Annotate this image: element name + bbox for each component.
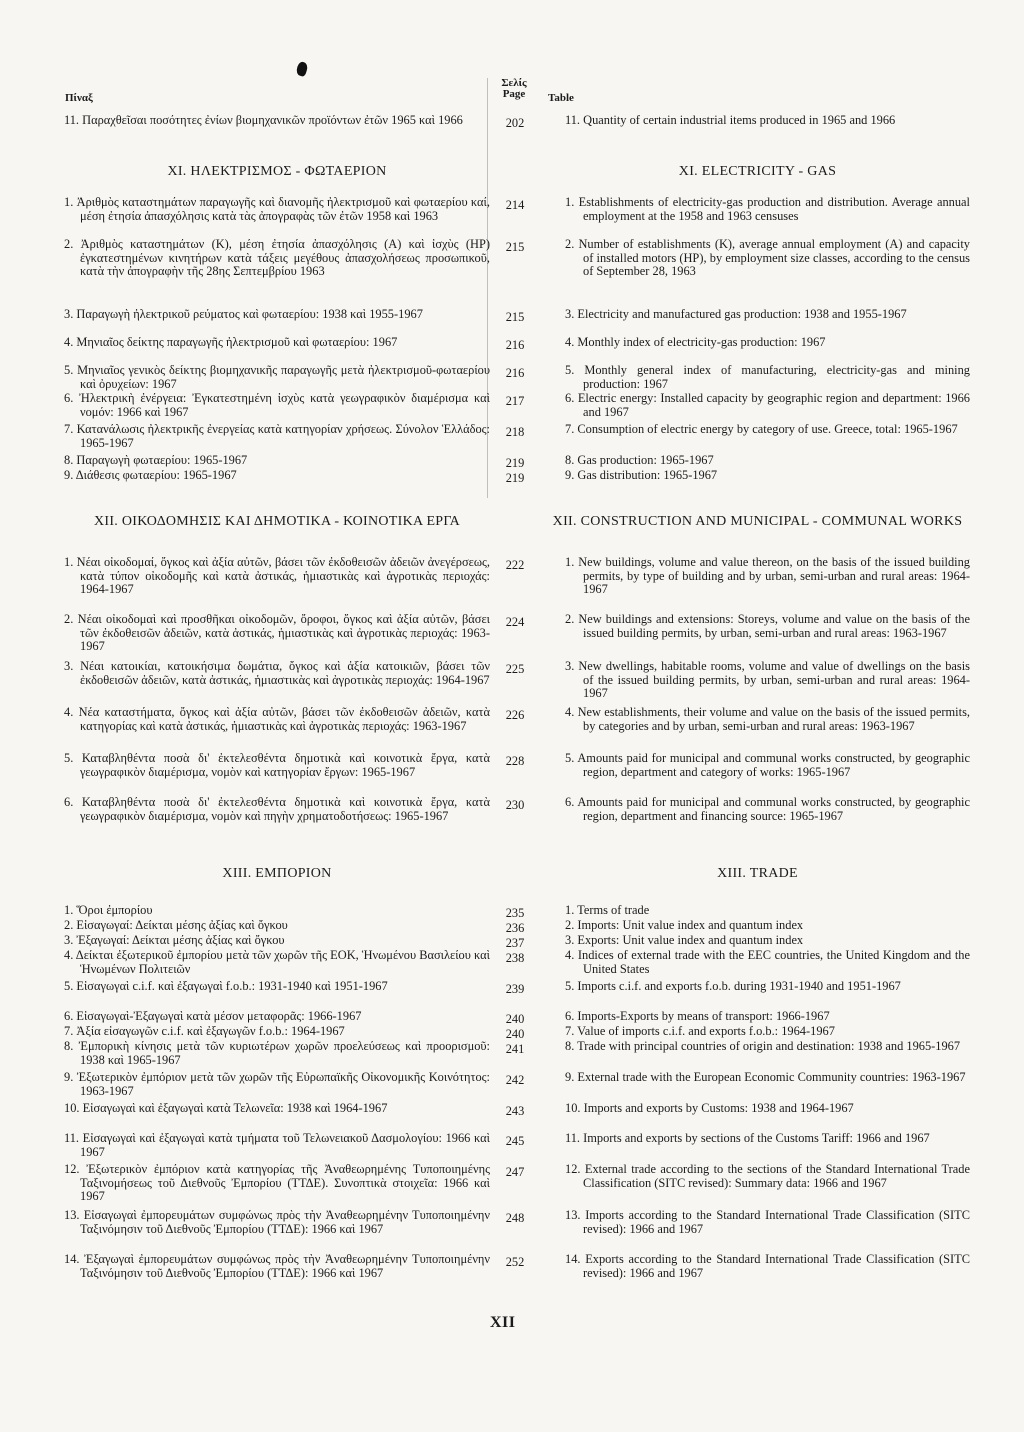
item-page: 215 bbox=[505, 310, 525, 324]
item-text-greek: 9. Διάθεσις φωταερίου: 1965-1967 bbox=[64, 468, 237, 482]
item-text-english: 9. Gas distribution: 1965-1967 bbox=[565, 468, 718, 482]
item-text-greek: 6. Καταβληθέντα ποσὰ δι' ἐκτελεσθέντα δημοτικὰ καὶ κοινοτικὰ ἔργα, κατὰ γεωγραφικὸν διαμέρισμα, νομὸν καὶ πηγὴν χρηματοδοτήσεως: 1965-1967 bbox=[64, 795, 490, 823]
item-page: 219 bbox=[505, 456, 525, 470]
top-item-page bbox=[494, 114, 536, 132]
item-page: 241 bbox=[505, 1042, 525, 1056]
item-page: 217 bbox=[505, 394, 525, 408]
item-text-greek: 11. Παραχθεῖσαι ποσότητες ἐνίων βιομηχανικῶν προϊόντων ἐτῶν 1965 καὶ 1966 bbox=[64, 113, 463, 127]
item-text-english: 10. Imports and exports by Customs: 1938 and 1964-1967 bbox=[565, 1101, 854, 1115]
item-page: 235 bbox=[505, 906, 525, 920]
item-text-greek: 2. Εἰσαγωγαί: Δείκται μέσης ἀξίας καὶ ὄγκου bbox=[64, 918, 288, 932]
item-text-greek: 1. Ἀριθμὸς καταστημάτων παραγωγῆς καὶ διανομῆς ἠλεκτρισμοῦ καὶ φωταερίου καί, μέση ἐτησία ἀπασχόλησις κατὰ τὰς ἀπογραφὰς τῶν ἐτῶν 1958 καὶ 1963 bbox=[64, 195, 490, 223]
section-title-greek: XI. ΗΛΕΚΤΡΙΣΜΟΣ - ΦΩΤΑΕΡΙΟΝ bbox=[167, 164, 387, 179]
item-text-english: 13. Imports according to the Standard International Trade Classification (SITC revised): 1966 and 1967 bbox=[565, 1208, 970, 1236]
item-text-english: 5. Imports c.i.f. and exports f.o.b. during 1931-1940 and 1951-1967 bbox=[565, 979, 901, 993]
item-text-greek: 4. Νέα καταστήματα, ὄγκος καὶ ἀξία αὐτῶν, βάσει τῶν ἐκδοθεισῶν ἀδειῶν, κατὰ κατηγορίας καὶ κατὰ ἀστικάς, ἡμιαστικὰς καὶ ἀγροτικὰς περιοχάς: 1963-1967 bbox=[64, 705, 490, 733]
item-page: 239 bbox=[505, 982, 525, 996]
item-page: 214 bbox=[505, 198, 525, 212]
item-text-greek: 2. Νέαι οἰκοδομαὶ καὶ προσθῆκαι οἰκοδομῶν, ὄροφοι, ὄγκος καὶ ἀξία αὐτῶν, βάσει τῶν ἐκδοθεισῶν ἀδειῶν, κατὰ ἀστικάς, ἡμιαστικὰς καὶ ἀγροτικὰς περιοχάς: 1963-1967 bbox=[64, 612, 490, 654]
item-text-english: 4. Indices of external trade with the EEC countries, the United Kingdom and the United States bbox=[565, 948, 970, 976]
item-text-english: 3. New dwellings, habitable rooms, volume and value of dwellings on the basis of the issued building permits, by urban, semi-urban and rural areas: 1964-1967 bbox=[565, 659, 970, 701]
item-page: 240 bbox=[505, 1012, 525, 1026]
item-text-greek: 7. Κατανάλωσις ἠλεκτρικῆς ἐνεργείας κατὰ κατηγορίαν χρήσεως. Σύνολον Ἑλλάδος: 1965-1967 bbox=[64, 422, 490, 450]
section-title-english: XII. CONSTRUCTION AND MUNICIPAL - COMMUNAL WORKS bbox=[552, 514, 963, 529]
item-page: 202 bbox=[505, 116, 525, 130]
item-text-greek: 3. Ἐξαγωγαί: Δείκται μέσης ἀξίας καὶ ὄγκου bbox=[64, 933, 285, 947]
item-text-greek: 5. Μηνιαῖος γενικὸς δείκτης βιομηχανικῆς παραγωγῆς μετὰ ἠλεκτρισμοῦ-φωταερίου καὶ ὀρυχείων: 1967 bbox=[64, 363, 490, 391]
item-text-english: 2. Number of establishments (K), average annual employment (A) and capacity of installed motors (HP), by employment size classes, according to the census of September 28, 1963 bbox=[565, 237, 970, 279]
item-text-english: 1. New buildings, volume and value thereon, on the basis of the issued building permits, by type of building and by urban, semi-urban and rural areas: 1964-1967 bbox=[565, 555, 970, 597]
item-text-greek: 14. Ἐξαγωγαὶ ἐμπορευμάτων συμφώνως πρὸς τὴν Ἀναθεωρημένην Τυποποιημένην Ταξινόμησιν τοῦ Διεθνοῦς Ἐμπορίου (ΤΤΔΕ): 1966 καὶ 1967 bbox=[64, 1252, 490, 1280]
item-page: 230 bbox=[505, 798, 525, 812]
item-page: 236 bbox=[505, 921, 525, 935]
item-text-english: 5. Amounts paid for municipal and communal works constructed, by geographic region, department and category of works: 1965-1967 bbox=[565, 751, 970, 779]
item-page: 216 bbox=[505, 366, 525, 380]
item-text-english: 12. External trade according to the sections of the Standard International Trade Classification (SITC revised): Summary data: 1966 and 1967 bbox=[565, 1162, 970, 1190]
item-page: 245 bbox=[505, 1134, 525, 1148]
item-page: 224 bbox=[505, 615, 525, 629]
item-page: 216 bbox=[505, 338, 525, 352]
item-page: 218 bbox=[505, 425, 525, 439]
item-text-greek: 3. Παραγωγὴ ἠλεκτρικοῦ ρεύματος καὶ φωταερίου: 1938 καὶ 1955-1967 bbox=[64, 307, 423, 321]
header-page-english: Page bbox=[502, 88, 526, 100]
item-text-english: 11. Imports and exports by sections of the Customs Tariff: 1966 and 1967 bbox=[565, 1131, 930, 1145]
item-page: 247 bbox=[505, 1165, 525, 1179]
item-text-english: 2. New buildings and extensions: Storeys, volume and value on the basis of the issued building permits, by urban, semi-urban and rural areas: 1963-1967 bbox=[565, 612, 970, 640]
item-text-greek: 2. Ἀριθμὸς καταστημάτων (Κ), μέση ἐτησία ἀπασχόλησις (Α) καὶ ἰσχὺς (HP) ἐγκατεστημένων κινητήρων κατὰ τάξεις μεγέθους ἀπασχολήσεως προσωπικοῦ, κατὰ τὴν ἀπογραφὴν τῆς 28ης Σεπτεμβρίου 1963 bbox=[64, 237, 490, 279]
item-text-greek: 11. Εἰσαγωγαὶ καὶ ἐξαγωγαὶ κατὰ τμήματα τοῦ Τελωνειακοῦ Δασμολογίου: 1966 καὶ 1967 bbox=[64, 1131, 490, 1159]
section-title-english: XI. ELECTRICITY - GAS bbox=[678, 164, 837, 179]
item-text-english: 14. Exports according to the Standard International Trade Classification (SITC revised): 1966 and 1967 bbox=[565, 1252, 970, 1280]
item-text-greek: 9. Ἐξωτερικὸν ἐμπόριον μετὰ τῶν χωρῶν τῆς Εὐρωπαϊκῆς Οἰκονομικῆς Κοινότητος: 1963-1967 bbox=[64, 1070, 490, 1098]
item-text-english: 7. Value of imports c.i.f. and exports f.o.b.: 1964-1967 bbox=[565, 1024, 835, 1038]
item-text-english: 1. Establishments of electricity-gas production and distribution. Average annual employment at the 1958 and 1963 censuses bbox=[565, 195, 970, 223]
item-page: 252 bbox=[505, 1255, 525, 1269]
item-text-greek: 1. Νέαι οἰκοδομαί, ὄγκος καὶ ἀξία αὐτῶν, βάσει τῶν ἐκδοθεισῶν ἀδειῶν ἀνεγέρσεως, κατὰ τύπον οἰκοδομῆς καὶ κατὰ ἀστικάς, ἡμιαστικὰς καὶ ἀγροτικὰς περιοχάς: 1964-1967 bbox=[64, 555, 490, 597]
item-text-english: 4. New establishments, their volume and value on the basis of the issued permits, by categories and by urban, semi-urban and rural areas: 1963-1967 bbox=[565, 705, 970, 733]
item-page: 222 bbox=[505, 558, 525, 572]
item-text-english: 6. Amounts paid for municipal and communal works constructed, by geographic region, department and financing source: 1965-1967 bbox=[565, 795, 970, 823]
top-item-english bbox=[545, 114, 970, 128]
item-page: 240 bbox=[505, 1027, 525, 1041]
item-page: 228 bbox=[505, 754, 525, 768]
item-page: 242 bbox=[505, 1073, 525, 1087]
item-text-greek: 6. Ἠλεκτρικὴ ἐνέργεια: Ἐγκατεστημένη ἰσχὺς κατὰ γεωγραφικὸν διαμέρισμα καὶ νομόν: 1966 καὶ 1967 bbox=[64, 391, 490, 419]
item-page: 225 bbox=[505, 662, 525, 676]
item-text-greek: 7. Ἀξία εἰσαγωγῶν c.i.f. καὶ ἐξαγωγῶν f.o.b.: 1964-1967 bbox=[64, 1024, 345, 1038]
item-text-english: 5. Monthly general index of manufacturing, electricity-gas and mining production: 1967 bbox=[565, 363, 970, 391]
item-text-english: 8. Gas production: 1965-1967 bbox=[565, 453, 714, 467]
item-page: 219 bbox=[505, 471, 525, 485]
header-english: Table bbox=[548, 92, 574, 104]
item-text-greek: 13. Εἰσαγωγαὶ ἐμπορευμάτων συμφώνως πρὸς τὴν Ἀναθεωρημένην Τυποποιημένην Ταξινόμησιν τοῦ Διεθνοῦς Ἐμπορίου (ΤΤΔΕ): 1966 καὶ 1967 bbox=[64, 1208, 490, 1236]
item-text-english: 11. Quantity of certain industrial items produced in 1965 and 1966 bbox=[565, 113, 896, 127]
item-page: 238 bbox=[505, 951, 525, 965]
item-page: 226 bbox=[505, 708, 525, 722]
ink-blot bbox=[295, 61, 309, 77]
section-title-greek: XII. ΟΙΚΟΔΟΜΗΣΙΣ ΚΑΙ ΔΗΜΟΤΙΚΑ - ΚΟΙΝΟΤΙΚΑ ΕΡΓΑ bbox=[93, 514, 461, 529]
item-text-english: 4. Monthly index of electricity-gas production: 1967 bbox=[565, 335, 826, 349]
item-page: 215 bbox=[505, 240, 525, 254]
item-text-english: 2. Imports: Unit value index and quantum index bbox=[565, 918, 804, 932]
item-text-english: 6. Imports-Exports by means of transport: 1966-1967 bbox=[565, 1009, 830, 1023]
item-text-english: 7. Consumption of electric energy by category of use. Greece, total: 1965-1967 bbox=[565, 422, 958, 436]
item-text-greek: 12. Ἐξωτερικὸν ἐμπόριον κατὰ κατηγορίας τῆς Ἀναθεωρημένης Τυποποιημένης Ταξινομήσεως τοῦ Διεθνοῦς Ἐμπορίου (ΤΤΔΕ). Συνοπτικὰ στοιχεῖα: 1966 καὶ 1967 bbox=[64, 1162, 490, 1204]
item-text-greek: 8. Ἐμπορικὴ κίνησις μετὰ τῶν κυριωτέρων χωρῶν προελεύσεως καὶ προορισμοῦ: 1938 καὶ 1965-1967 bbox=[64, 1039, 490, 1067]
item-text-greek: 1. Ὅροι ἐμπορίου bbox=[64, 903, 153, 917]
item-text-greek: 4. Μηνιαῖος δείκτης παραγωγῆς ἠλεκτρισμοῦ καὶ φωταερίου: 1967 bbox=[64, 335, 398, 349]
item-text-english: 6. Electric energy: Installed capacity by geographic region and department: 1966 and 1967 bbox=[565, 391, 970, 419]
section-title-greek: XIII. ΕΜΠΟΡΙΟΝ bbox=[222, 866, 332, 881]
item-text-greek: 5. Καταβληθέντα ποσὰ δι' ἐκτελεσθέντα δημοτικὰ καὶ κοινοτικὰ ἔργα, κατὰ γεωγραφικὸν διαμέρισμα, νομὸν καὶ κατηγορίαν ἔργων: 1965-1967 bbox=[64, 751, 490, 779]
item-text-english: 1. Terms of trade bbox=[565, 903, 650, 917]
page-number: XII bbox=[490, 1314, 516, 1331]
header-page bbox=[497, 78, 531, 100]
item-page: 243 bbox=[505, 1104, 525, 1118]
item-text-english: 3. Electricity and manufactured gas production: 1938 and 1955-1967 bbox=[565, 307, 907, 321]
item-text-english: 3. Exports: Unit value index and quantum index bbox=[565, 933, 804, 947]
item-text-greek: 3. Νέαι κατοικίαι, κατοικήσιμα δωμάτια, ὄγκος καὶ ἀξία κατοικιῶν, βάσει τῶν ἐκδοθεισῶν ἀδειῶν, κατὰ ἀστικάς, ἡμιαστικὰς καὶ ἀγροτικὰς περιοχάς: 1964-1967 bbox=[64, 659, 490, 687]
item-text-english: 9. External trade with the European Economic Community countries: 1963-1967 bbox=[565, 1070, 966, 1084]
item-text-greek: 4. Δείκται ἐξωτερικοῦ ἐμπορίου μετὰ τῶν χωρῶν τῆς ΕΟΚ, Ἡνωμένου Βασιλείου καὶ Ἡνωμένων Πολιτειῶν bbox=[64, 948, 490, 976]
item-text-greek: 6. Εἰσαγωγαὶ-Ἐξαγωγαὶ κατὰ μέσον μεταφορᾶς: 1966-1967 bbox=[64, 1009, 362, 1023]
section-title-english: XIII. TRADE bbox=[717, 866, 798, 881]
item-page: 237 bbox=[505, 936, 525, 950]
header-page-greek: Σελίς bbox=[501, 77, 527, 89]
item-text-greek: 8. Παραγωγὴ φωταερίου: 1965-1967 bbox=[64, 453, 248, 467]
item-text-english: 8. Trade with principal countries of origin and destination: 1938 and 1965-1967 bbox=[565, 1039, 961, 1053]
header-greek: Πίναξ bbox=[65, 92, 93, 104]
top-item-greek bbox=[58, 114, 490, 128]
item-text-greek: 10. Εἰσαγωγαὶ καὶ ἐξαγωγαὶ κατὰ Τελωνεῖα: 1938 καὶ 1964-1967 bbox=[64, 1101, 388, 1115]
item-page: 248 bbox=[505, 1211, 525, 1225]
item-text-greek: 5. Εἰσαγωγαὶ c.i.f. καὶ ἐξαγωγαὶ f.o.b.: 1931-1940 καὶ 1951-1967 bbox=[64, 979, 388, 993]
